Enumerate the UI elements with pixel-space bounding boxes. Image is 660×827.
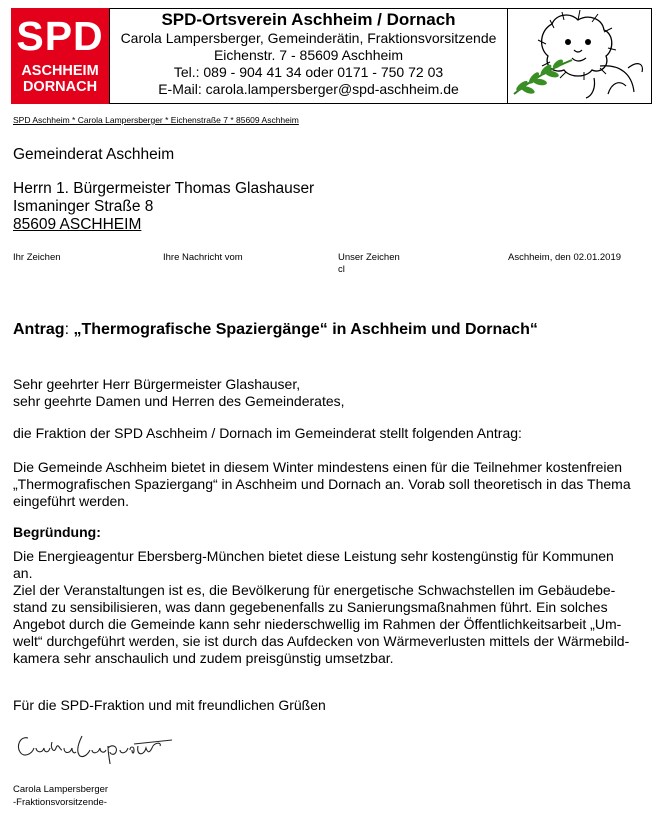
signer-name: Carola Lampersberger [13, 784, 109, 795]
begruendung-p2-line-3: Angebot durch die Gemeinde kann sehr niederschwellig im Rahmen der Öffentlichkeitsarbeit „Um- [13, 616, 622, 632]
begruendung-p1-line-1: Die Energieagentur Ebersberg-München bietet diese Leistung sehr kostengünstig für Kommunen [13, 548, 614, 564]
antrag-line-3: eingeführt werden. [13, 493, 129, 509]
contact-phone: Tel.: 089 - 904 41 34 oder 0171 - 750 72 03 [173, 64, 444, 80]
contact-email: E-Mail: carola.lampersberger@spd-aschheim.de [158, 81, 459, 97]
intro-paragraph: die Fraktion der SPD Aschheim / Dornach im Gemeinderat stellt folgenden Antrag: [13, 425, 522, 441]
handwritten-signature [14, 728, 174, 768]
org-name: SPD-Ortsverein Aschheim / Dornach [161, 10, 456, 29]
unser-zeichen-value: cl [338, 264, 345, 275]
sender-return-address: SPD Aschheim * Carola Lampersberger * Eichenstraße 7 * 85609 Aschheim [13, 115, 299, 125]
logo-line-2: DORNACH [22, 79, 98, 95]
signer-role: -Fraktionsvorsitzende- [13, 797, 107, 808]
closing-line: Für die SPD-Fraktion und mit freundlichen Grüßen [13, 697, 326, 713]
recipient-street: Ismaninger Straße 8 [13, 198, 154, 215]
mascot-panel [507, 8, 652, 104]
recipient-name: Herrn 1. Bürgermeister Thomas Glashauser [13, 180, 315, 197]
begruendung-heading: Begründung: [13, 524, 101, 540]
begruendung-p2-line-1: Ziel der Veranstaltungen ist es, die Bevölkerung für energetische Schwachstellen im Gebäudebe- [13, 582, 616, 598]
salutation-line-1: Sehr geehrter Herr Bürgermeister Glashauser, [13, 376, 301, 392]
lion-with-olive-branch-icon [508, 8, 651, 102]
logo-text: SPD [16, 13, 104, 59]
subject-line [13, 321, 538, 339]
unser-zeichen-label: Unser Zeichen [338, 252, 400, 263]
contact-name: Carola Lampersberger, Gemeinderätin, Fraktionsvorsitzende [120, 30, 497, 46]
subject-prefix: Antrag [13, 321, 65, 338]
ihre-nachricht-label: Ihre Nachricht vom [163, 252, 243, 263]
antrag-line-1: Die Gemeinde Aschheim bietet in diesem Winter mindestens einen für die Teilnehmer kostenfreien [13, 459, 623, 475]
begruendung-p2-line-2: stand zu sensibilisieren, was dann gegebenenfalls zu Sanierungsmaßnahmen führt. Ein solches [13, 599, 608, 615]
spd-logo [11, 8, 110, 104]
subject-title: „Thermografische Spaziergänge“ in Aschheim und Dornach“ [73, 321, 538, 338]
recipient-organization: Gemeinderat Aschheim [13, 146, 175, 163]
antrag-line-2: „Thermografischen Spaziergang“ in Aschheim und Dornach an. Vorab soll theoretisch in das Thema [13, 476, 631, 492]
contact-address: Eichenstr. 7 - 85609 Aschheim [213, 47, 404, 63]
logo-line-1: ASCHHEIM [21, 63, 99, 79]
begruendung-p2-line-4: welt“ durchgeführt werden, sie ist durch das Aufdecken von Wärmeverlusten mittels der Wärmebild- [13, 633, 630, 649]
place-date: Aschheim, den 02.01.2019 [508, 252, 622, 263]
ihr-zeichen-label: Ihr Zeichen [13, 252, 61, 263]
begruendung-p1-line-2: an. [13, 565, 33, 581]
recipient-city: 85609 ASCHHEIM [13, 216, 142, 233]
begruendung-p2-line-5: kamera sehr anschaulich und zudem preisgünstig umsetzbar. [13, 650, 394, 666]
salutation-line-2: sehr geehrte Damen und Herren des Gemeinderates, [13, 393, 345, 409]
subject-colon: : [64, 321, 74, 338]
